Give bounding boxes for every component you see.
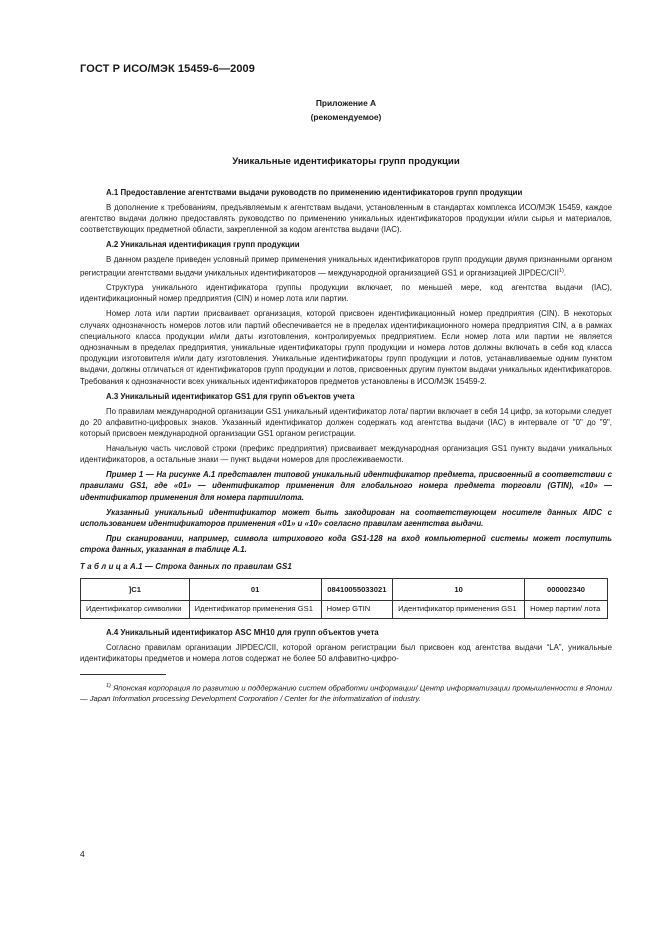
table-cell: Номер GTIN [321,601,393,619]
footnote-mark: 1) [106,683,111,690]
standard-header: ГОСТ Р ИСО/МЭК 15459-6—2009 [80,63,255,75]
table-row [81,579,608,601]
paragraph: Согласно правилам организации JIPDEC/CII, которой органом регистрации был присвоен код агентства выдачи “LA”, уникальные идентификаторы предметов и номера лотов содержат не более 50 алфавитно-цифро- [80,642,612,664]
example-paragraph: При сканировании, например, символа штрихового кода GS1-128 на вход компьютерной системы может поступить строка данных, указанная в таблице А.1. [80,533,612,555]
section-a4-heading: А.4 Уникальный идентификатор ASC MH10 для групп объектов учета [106,627,379,637]
appendix-status: (рекомендуемое) [310,112,382,122]
paragraph: Начальную часть числовой строки (префикс предприятия) присваивает международная организация GS1 пункту выдачи уникальных идентификаторов, а остальные знаки — пункт выдачи номеров для прослеживаемости. [80,444,612,465]
paragraph: Структура уникального идентификатора группы продукции включает, по меньшей мере, код агентства выдачи (IAC), идентификационный номер предприятия (CIN) и номер лота или партии. [80,283,612,304]
paragraph: Номер лота или партии присваивает организация, которой присвоен идентификационный номер предприятия (CIN). В некоторых случаях однозначность номеров лотов или партий обеспечивается не в пределах идентификационного номера предприятия CIN, а в рамках специального класса продукции и/или даты изготовления, контролируемых предприятием. Если номер лота или партии не является однозначным в пределах предприятия, уникальные идентификаторы групп продукции и номера лотов должны включать в себя код класса продукции изготовителя и/или дату изготовления. Уникальные идентификаторы групп продукции и лотов, устанавливаемые одним пунктом выдачи, должны отличаться от идентификаторов групп продукции и лотов, присвоенных другим пунктом выдачи уникальных идентификаторов. Требования к однозначности всех уникальных идентификаторов предметов установлены в ИСО/МЭК 15459-2. [80,309,612,386]
example-paragraph: Пример 1 — На рисунке А.1 представлен типовой уникальный идентификатор предмета, присвоенный в соответствии с правилами GS1, где «01» — идентификатор применения для глобального номера предмета торговли (GTIN), «10» — идентификатор применения для номера партии/лота. [80,470,612,502]
table-cell: ]C1 [81,579,190,601]
document-body [80,187,612,709]
paragraph-end: . [563,268,567,278]
paragraph: По правилам международной организации GS1 уникальный идентификатор лота/ партии включает в себя 14 цифр, за которыми следует до 20 алфавитно-цифровых знаков. Указанный идентификатор должен содержать код агентства выдачи (IAC) в интервале от "0" до "9", который присвоен международной организации GS1 органом регистрации. [80,406,612,439]
page-title: Уникальные идентификаторы групп продукции [232,156,460,167]
example-paragraph: Указанный уникальный идентификатор может быть закодирован на соответствующем носителе данных AIDC с использованием идентификаторов применения «01» и «10» согласно правилам агентства выдачи. [80,507,612,528]
data-table [80,578,608,619]
footnote-divider [80,674,166,675]
section-a3-heading: А.3 Уникальный идентификатор GS1 для групп объектов учета [106,391,355,401]
footnote [80,681,612,705]
table-cell: Идентификатор символики [81,601,190,619]
table-cell: 000002340 [525,579,608,601]
footnote-ref: 1) [558,267,564,274]
page-number: 4 [80,849,85,859]
table-cell: Идентификатор применения GS1 [189,601,321,619]
table-cell: 01 [189,579,321,601]
table-row [81,601,608,619]
paragraph: В дополнение к требованиям, предъявляемым к агентствам выдачи, установленным в стандартах комплекса ИСО/МЭК 15459, каждое агентство выдачи должно предоставлять руководство по применению уникальных идентификаторов продукции и/или сырья и материалов, соответствующих предметной области, закрепленной за кодом агентства выдачи (IAC). [80,203,612,235]
section-a1-heading: А.1 Предоставление агентствами выдачи руководств по применению идентификаторов групп продукции [106,188,523,197]
table-cell: Номер партии/ лота [525,601,608,619]
table-caption: Т а б л и ц а А.1 — Строка данных по правилам GS1 [80,562,292,572]
table-cell: 10 [393,579,525,601]
paragraph-text: В данном разделе приведен условный пример применения уникальных идентификаторов групп продукции двумя признанными органом регистрации агентствами выдачи уникальных идентификаторов — международной организацией GS1 и организацией JIPDEC/CII [80,255,612,278]
appendix-title: Приложение А [315,98,377,108]
table-cell: 08410055033021 [321,579,393,601]
section-a2-heading: А.2 Уникальная идентификация групп продукции [106,240,300,250]
paragraph [80,254,612,278]
appendix-heading [80,96,612,124]
table-cell: Идентификатор применения GS1 [393,601,525,619]
footnote-text: Японская корпорация по развитию и поддержанию систем обработки информации/ Центр информатизации промышленности в Японии — Japan Information processing Development Corporation / Center for the informatization of industry. [80,683,612,704]
